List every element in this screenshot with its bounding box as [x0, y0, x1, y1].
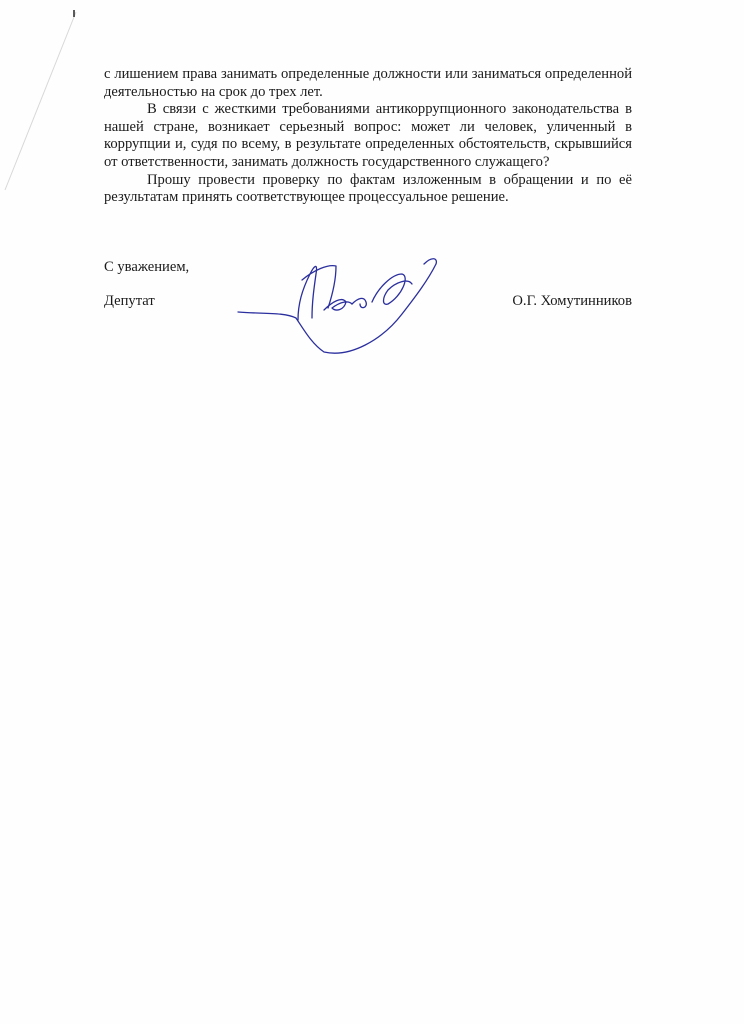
paragraph-1: с лишением права занимать определенные должности или заниматься определенной деятельностью на срок до трех лет. [104, 66, 632, 100]
signer-position: Депутат [104, 293, 155, 309]
handwritten-signature [232, 244, 442, 360]
paragraph-2: В связи с жесткими требованиями антикоррупционного законодательства в нашей стране, возникает серьезный вопрос: может ли человек, уличенный в коррупции и, судя по всему, в результате определенных обстоятельств, скрывшийся от ответственности, занимать должность государственного служащего? [104, 101, 632, 170]
signer-name: О.Г. Хомутинников [512, 293, 632, 309]
letter-body [104, 66, 632, 207]
paragraph-3: Прошу провести проверку по фактам изложенным в обращении и по её результатам принять соответствующее процессуальное решение. [104, 171, 632, 206]
closing-salutation: С уважением, [104, 259, 190, 275]
